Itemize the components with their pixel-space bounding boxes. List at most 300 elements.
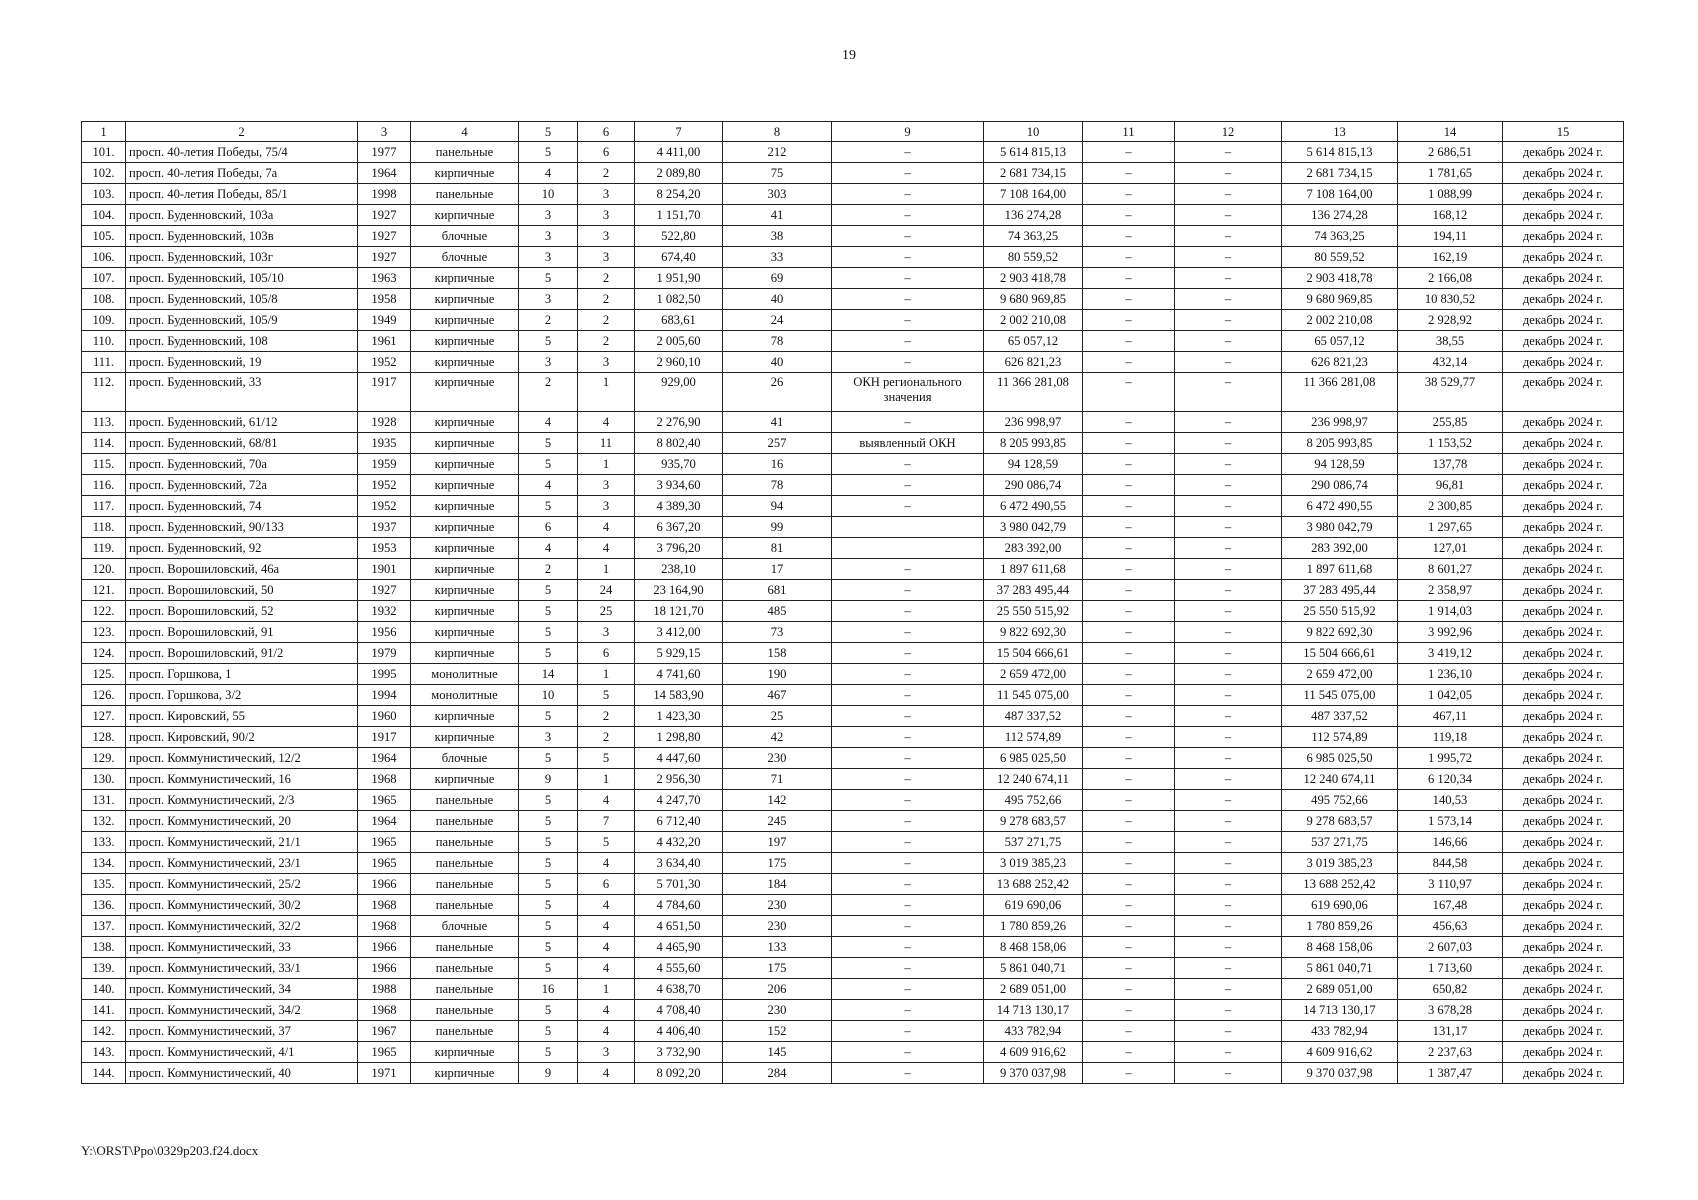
table-cell-col-13: 11 366 281,08 (1282, 373, 1398, 412)
table-cell-col-13: 9 680 969,85 (1282, 289, 1398, 310)
table-header-row (82, 122, 1624, 142)
table-cell-col-9: – (832, 769, 984, 790)
table-cell-col-10: 65 057,12 (984, 331, 1083, 352)
table-cell-col-2: просп. Коммунистический, 30/2 (126, 895, 358, 916)
table-row (82, 664, 1624, 685)
table-cell-col-13: 495 752,66 (1282, 790, 1398, 811)
table-cell-col-14: 2 300,85 (1398, 496, 1503, 517)
page-number: 19 (842, 48, 856, 63)
table-cell-col-12: – (1175, 832, 1282, 853)
table-cell-col-13: 25 550 515,92 (1282, 601, 1398, 622)
table-cell-col-14: 10 830,52 (1398, 289, 1503, 310)
table-cell-col-1: 130. (82, 769, 126, 790)
table-cell-col-4: панельные (411, 1000, 519, 1021)
table-cell-col-15: декабрь 2024 г. (1503, 706, 1624, 727)
table-cell-col-5: 3 (519, 352, 578, 373)
table-cell-col-9: – (832, 226, 984, 247)
table-cell-col-9: – (832, 1063, 984, 1084)
table-cell-col-2: просп. Коммунистический, 16 (126, 769, 358, 790)
table-cell-col-1: 133. (82, 832, 126, 853)
table-cell-col-15: декабрь 2024 г. (1503, 226, 1624, 247)
table-cell-col-4: кирпичные (411, 727, 519, 748)
table-cell-col-11: – (1083, 685, 1175, 706)
table-cell-col-11: – (1083, 163, 1175, 184)
table-cell-col-15: декабрь 2024 г. (1503, 454, 1624, 475)
table-cell-col-6: 5 (578, 748, 635, 769)
column-header-5: 5 (519, 122, 578, 142)
table-cell-col-1: 117. (82, 496, 126, 517)
table-cell-col-10: 94 128,59 (984, 454, 1083, 475)
table-cell-col-4: кирпичные (411, 373, 519, 412)
table-cell-col-13: 65 057,12 (1282, 331, 1398, 352)
table-cell-col-14: 456,63 (1398, 916, 1503, 937)
table-cell-col-15: декабрь 2024 г. (1503, 580, 1624, 601)
table-row (82, 1000, 1624, 1021)
table-cell-col-5: 16 (519, 979, 578, 1000)
table-cell-col-2: просп. Коммунистический, 2/3 (126, 790, 358, 811)
table-cell-col-10: 25 550 515,92 (984, 601, 1083, 622)
table-cell-col-14: 131,17 (1398, 1021, 1503, 1042)
table-cell-col-11: – (1083, 517, 1175, 538)
table-cell-col-3: 1965 (358, 832, 411, 853)
table-cell-col-15: декабрь 2024 г. (1503, 475, 1624, 496)
table-cell-col-14: 2 358,97 (1398, 580, 1503, 601)
table-cell-col-7: 2 276,90 (635, 412, 723, 433)
table-cell-col-4: кирпичные (411, 538, 519, 559)
table-cell-col-10: 487 337,52 (984, 706, 1083, 727)
table-cell-col-5: 5 (519, 643, 578, 664)
table-cell-col-1: 144. (82, 1063, 126, 1084)
table-cell-col-15: декабрь 2024 г. (1503, 937, 1624, 958)
table-cell-col-2: просп. Коммунистический, 33/1 (126, 958, 358, 979)
table-cell-col-14: 3 678,28 (1398, 1000, 1503, 1021)
table-row (82, 496, 1624, 517)
table-cell-col-8: 69 (723, 268, 832, 289)
table-cell-col-6: 3 (578, 1042, 635, 1063)
table-cell-col-13: 5 861 040,71 (1282, 958, 1398, 979)
table-cell-col-8: 230 (723, 748, 832, 769)
table-cell-col-13: 7 108 164,00 (1282, 184, 1398, 205)
table-cell-col-3: 1961 (358, 331, 411, 352)
table-cell-col-14: 119,18 (1398, 727, 1503, 748)
table-cell-col-2: просп. Кировский, 90/2 (126, 727, 358, 748)
table-cell-col-6: 1 (578, 373, 635, 412)
table-cell-col-15: декабрь 2024 г. (1503, 1042, 1624, 1063)
table-cell-col-1: 143. (82, 1042, 126, 1063)
table-cell-col-13: 2 659 472,00 (1282, 664, 1398, 685)
table-cell-col-15: декабрь 2024 г. (1503, 958, 1624, 979)
table-cell-col-12: – (1175, 412, 1282, 433)
table-cell-col-1: 102. (82, 163, 126, 184)
table-cell-col-10: 112 574,89 (984, 727, 1083, 748)
table-cell-col-3: 1966 (358, 958, 411, 979)
table-row (82, 979, 1624, 1000)
table-cell-col-12: – (1175, 331, 1282, 352)
table-cell-col-9: – (832, 205, 984, 226)
table-cell-col-7: 2 956,30 (635, 769, 723, 790)
table-cell-col-7: 5 701,30 (635, 874, 723, 895)
table-cell-col-2: просп. Буденновский, 92 (126, 538, 358, 559)
table-cell-col-5: 10 (519, 184, 578, 205)
table-cell-col-8: 41 (723, 412, 832, 433)
table-cell-col-8: 152 (723, 1021, 832, 1042)
table-cell-col-15: декабрь 2024 г. (1503, 496, 1624, 517)
table-cell-col-7: 4 555,60 (635, 958, 723, 979)
table-cell-col-9: – (832, 979, 984, 1000)
table-cell-col-9: – (832, 412, 984, 433)
table-cell-col-6: 2 (578, 727, 635, 748)
table-cell-col-7: 4 389,30 (635, 496, 723, 517)
table-cell-col-7: 2 960,10 (635, 352, 723, 373)
table-cell-col-7: 23 164,90 (635, 580, 723, 601)
table-cell-col-15: декабрь 2024 г. (1503, 517, 1624, 538)
table-cell-col-1: 123. (82, 622, 126, 643)
table-cell-col-12: – (1175, 685, 1282, 706)
table-cell-col-4: кирпичные (411, 580, 519, 601)
table-cell-col-2: просп. Буденновский, 105/8 (126, 289, 358, 310)
table-cell-col-5: 5 (519, 1000, 578, 1021)
table-cell-col-1: 125. (82, 664, 126, 685)
table-cell-col-13: 3 019 385,23 (1282, 853, 1398, 874)
table-cell-col-11: – (1083, 289, 1175, 310)
table-cell-col-13: 15 504 666,61 (1282, 643, 1398, 664)
column-header-8: 8 (723, 122, 832, 142)
table-cell-col-5: 5 (519, 580, 578, 601)
table-row (82, 790, 1624, 811)
table-cell-col-11: – (1083, 832, 1175, 853)
table-cell-col-2: просп. Коммунистический, 34/2 (126, 1000, 358, 1021)
table-cell-col-6: 2 (578, 310, 635, 331)
table-row (82, 310, 1624, 331)
table-cell-col-12: – (1175, 979, 1282, 1000)
table-cell-col-11: – (1083, 1021, 1175, 1042)
table-cell-col-13: 236 998,97 (1282, 412, 1398, 433)
table-cell-col-8: 16 (723, 454, 832, 475)
table-cell-col-1: 114. (82, 433, 126, 454)
table-cell-col-1: 108. (82, 289, 126, 310)
table-cell-col-3: 1966 (358, 937, 411, 958)
table-cell-col-13: 4 609 916,62 (1282, 1042, 1398, 1063)
table-cell-col-2: просп. Буденновский, 103в (126, 226, 358, 247)
table-cell-col-7: 4 784,60 (635, 895, 723, 916)
table-cell-col-6: 4 (578, 916, 635, 937)
table-cell-col-8: 81 (723, 538, 832, 559)
table-cell-col-8: 24 (723, 310, 832, 331)
table-cell-col-8: 78 (723, 331, 832, 352)
table-cell-col-4: панельные (411, 895, 519, 916)
table-cell-col-8: 303 (723, 184, 832, 205)
table-cell-col-4: панельные (411, 811, 519, 832)
table-cell-col-5: 5 (519, 916, 578, 937)
table-cell-col-6: 3 (578, 247, 635, 268)
table-cell-col-8: 133 (723, 937, 832, 958)
table-cell-col-12: – (1175, 1021, 1282, 1042)
table-cell-col-8: 99 (723, 517, 832, 538)
column-header-2: 2 (126, 122, 358, 142)
table-cell-col-9: – (832, 895, 984, 916)
table-cell-col-4: кирпичные (411, 268, 519, 289)
table-cell-col-14: 6 120,34 (1398, 769, 1503, 790)
table-cell-col-9 (832, 517, 984, 538)
table-cell-col-9: – (832, 643, 984, 664)
table-cell-col-2: просп. Кировский, 55 (126, 706, 358, 727)
table-cell-col-12: – (1175, 475, 1282, 496)
table-cell-col-3: 1994 (358, 685, 411, 706)
table-cell-col-4: панельные (411, 874, 519, 895)
table-cell-col-6: 4 (578, 895, 635, 916)
table-cell-col-3: 1937 (358, 517, 411, 538)
table-row (82, 373, 1624, 412)
table-cell-col-7: 2 005,60 (635, 331, 723, 352)
table-cell-col-3: 1960 (358, 706, 411, 727)
table-cell-col-3: 1956 (358, 622, 411, 643)
table-cell-col-14: 844,58 (1398, 853, 1503, 874)
table-row (82, 685, 1624, 706)
table-cell-col-4: монолитные (411, 685, 519, 706)
table-cell-col-9: – (832, 142, 984, 163)
table-cell-col-15: декабрь 2024 г. (1503, 685, 1624, 706)
table-cell-col-8: 197 (723, 832, 832, 853)
table-cell-col-11: – (1083, 601, 1175, 622)
table-cell-col-11: – (1083, 895, 1175, 916)
table-cell-col-1: 119. (82, 538, 126, 559)
table-cell-col-14: 1 573,14 (1398, 811, 1503, 832)
table-cell-col-6: 4 (578, 538, 635, 559)
table-row (82, 643, 1624, 664)
table-cell-col-11: – (1083, 748, 1175, 769)
table-cell-col-9: – (832, 559, 984, 580)
table-cell-col-10: 2 002 210,08 (984, 310, 1083, 331)
table-row (82, 958, 1624, 979)
table-cell-col-10: 37 283 495,44 (984, 580, 1083, 601)
table-row (82, 622, 1624, 643)
table-cell-col-10: 4 609 916,62 (984, 1042, 1083, 1063)
table-cell-col-11: – (1083, 433, 1175, 454)
table-cell-col-9: – (832, 310, 984, 331)
table-cell-col-4: кирпичные (411, 1042, 519, 1063)
table-cell-col-7: 4 432,20 (635, 832, 723, 853)
table-cell-col-14: 1 042,05 (1398, 685, 1503, 706)
table-cell-col-4: кирпичные (411, 454, 519, 475)
table-cell-col-15: декабрь 2024 г. (1503, 748, 1624, 769)
table-cell-col-9: ОКН регионального значения (832, 373, 984, 412)
table-cell-col-13: 8 205 993,85 (1282, 433, 1398, 454)
table-row (82, 748, 1624, 769)
table-cell-col-5: 4 (519, 475, 578, 496)
table-cell-col-1: 113. (82, 412, 126, 433)
table-cell-col-15: декабрь 2024 г. (1503, 289, 1624, 310)
table-cell-col-13: 487 337,52 (1282, 706, 1398, 727)
table-cell-col-1: 132. (82, 811, 126, 832)
table-cell-col-11: – (1083, 268, 1175, 289)
table-cell-col-15: декабрь 2024 г. (1503, 163, 1624, 184)
table-cell-col-15: декабрь 2024 г. (1503, 310, 1624, 331)
table-cell-col-5: 3 (519, 226, 578, 247)
table-cell-col-7: 4 406,40 (635, 1021, 723, 1042)
table-cell-col-6: 3 (578, 205, 635, 226)
table-cell-col-3: 1928 (358, 412, 411, 433)
table-cell-col-4: кирпичные (411, 706, 519, 727)
table-cell-col-11: – (1083, 727, 1175, 748)
table-cell-col-12: – (1175, 790, 1282, 811)
table-cell-col-12: – (1175, 748, 1282, 769)
table-cell-col-12: – (1175, 142, 1282, 163)
table-cell-col-15: декабрь 2024 г. (1503, 559, 1624, 580)
table-cell-col-11: – (1083, 1000, 1175, 1021)
table-cell-col-1: 141. (82, 1000, 126, 1021)
table-cell-col-4: кирпичные (411, 496, 519, 517)
table-cell-col-14: 1 781,65 (1398, 163, 1503, 184)
table-row (82, 331, 1624, 352)
column-header-11: 11 (1083, 122, 1175, 142)
table-cell-col-1: 137. (82, 916, 126, 937)
table-cell-col-3: 1935 (358, 433, 411, 454)
table-cell-col-14: 432,14 (1398, 352, 1503, 373)
table-cell-col-1: 106. (82, 247, 126, 268)
table-cell-col-11: – (1083, 454, 1175, 475)
table-cell-col-8: 73 (723, 622, 832, 643)
table-cell-col-7: 929,00 (635, 373, 723, 412)
table-cell-col-10: 136 274,28 (984, 205, 1083, 226)
table-cell-col-13: 11 545 075,00 (1282, 685, 1398, 706)
table-cell-col-15: декабрь 2024 г. (1503, 601, 1624, 622)
table-row (82, 268, 1624, 289)
table-cell-col-7: 674,40 (635, 247, 723, 268)
table-cell-col-9: – (832, 748, 984, 769)
table-cell-col-7: 1 423,30 (635, 706, 723, 727)
table-cell-col-4: панельные (411, 853, 519, 874)
footer-file-path: Y:\ORST\Ppo\0329p203.f24.docx (81, 1143, 259, 1158)
table-cell-col-1: 112. (82, 373, 126, 412)
table-cell-col-10: 626 821,23 (984, 352, 1083, 373)
table-cell-col-6: 5 (578, 832, 635, 853)
table-cell-col-9 (832, 538, 984, 559)
table-cell-col-13: 37 283 495,44 (1282, 580, 1398, 601)
table-cell-col-5: 3 (519, 247, 578, 268)
table-cell-col-5: 6 (519, 517, 578, 538)
table-cell-col-3: 1927 (358, 580, 411, 601)
table-cell-col-5: 3 (519, 205, 578, 226)
table-cell-col-14: 168,12 (1398, 205, 1503, 226)
table-cell-col-10: 9 278 683,57 (984, 811, 1083, 832)
table-cell-col-5: 5 (519, 1021, 578, 1042)
table-cell-col-3: 1927 (358, 226, 411, 247)
table-cell-col-6: 4 (578, 1021, 635, 1042)
table-cell-col-4: панельные (411, 1021, 519, 1042)
table-cell-col-3: 1965 (358, 1042, 411, 1063)
table-cell-col-9: – (832, 247, 984, 268)
table-cell-col-1: 105. (82, 226, 126, 247)
table-cell-col-1: 109. (82, 310, 126, 331)
table-cell-col-10: 9 370 037,98 (984, 1063, 1083, 1084)
table-row (82, 412, 1624, 433)
table-cell-col-5: 3 (519, 727, 578, 748)
table-row (82, 205, 1624, 226)
table-cell-col-8: 26 (723, 373, 832, 412)
table-cell-col-9: – (832, 916, 984, 937)
table-row (82, 1042, 1624, 1063)
table-row (82, 1021, 1624, 1042)
table-cell-col-14: 3 992,96 (1398, 622, 1503, 643)
table-cell-col-5: 10 (519, 685, 578, 706)
table-cell-col-7: 6 367,20 (635, 517, 723, 538)
table-cell-col-7: 4 447,60 (635, 748, 723, 769)
table-cell-col-14: 1 713,60 (1398, 958, 1503, 979)
table-cell-col-1: 139. (82, 958, 126, 979)
table-cell-col-2: просп. Ворошиловский, 50 (126, 580, 358, 601)
table-cell-col-10: 12 240 674,11 (984, 769, 1083, 790)
table-cell-col-4: кирпичные (411, 412, 519, 433)
table-cell-col-5: 2 (519, 373, 578, 412)
table-cell-col-12: – (1175, 184, 1282, 205)
table-cell-col-1: 140. (82, 979, 126, 1000)
table-cell-col-6: 2 (578, 289, 635, 310)
table-cell-col-1: 111. (82, 352, 126, 373)
table-cell-col-5: 5 (519, 433, 578, 454)
table-cell-col-11: – (1083, 916, 1175, 937)
table-cell-col-10: 537 271,75 (984, 832, 1083, 853)
table-cell-col-11: – (1083, 769, 1175, 790)
table-cell-col-7: 14 583,90 (635, 685, 723, 706)
table-cell-col-12: – (1175, 205, 1282, 226)
table-cell-col-10: 9 822 692,30 (984, 622, 1083, 643)
table-cell-col-5: 5 (519, 874, 578, 895)
table-row (82, 580, 1624, 601)
table-cell-col-12: – (1175, 727, 1282, 748)
table-cell-col-3: 1988 (358, 979, 411, 1000)
table-cell-col-13: 626 821,23 (1282, 352, 1398, 373)
table-cell-col-4: кирпичные (411, 331, 519, 352)
table-cell-col-12: – (1175, 1000, 1282, 1021)
table-cell-col-6: 3 (578, 184, 635, 205)
table-cell-col-5: 5 (519, 268, 578, 289)
table-cell-col-5: 5 (519, 142, 578, 163)
table-cell-col-4: панельные (411, 937, 519, 958)
table-cell-col-7: 238,10 (635, 559, 723, 580)
table-cell-col-8: 42 (723, 727, 832, 748)
table-cell-col-2: просп. Буденновский, 72а (126, 475, 358, 496)
table-cell-col-3: 1917 (358, 373, 411, 412)
column-header-14: 14 (1398, 122, 1503, 142)
table-cell-col-13: 2 681 734,15 (1282, 163, 1398, 184)
table-cell-col-11: – (1083, 496, 1175, 517)
table-cell-col-5: 5 (519, 706, 578, 727)
table-cell-col-1: 107. (82, 268, 126, 289)
table-row (82, 832, 1624, 853)
table-cell-col-3: 1968 (358, 895, 411, 916)
table-cell-col-2: просп. Ворошиловский, 91 (126, 622, 358, 643)
table-row (82, 811, 1624, 832)
table-row (82, 601, 1624, 622)
table-cell-col-13: 5 614 815,13 (1282, 142, 1398, 163)
table-cell-col-10: 619 690,06 (984, 895, 1083, 916)
table-cell-col-12: – (1175, 769, 1282, 790)
table-cell-col-6: 1 (578, 769, 635, 790)
table-cell-col-11: – (1083, 664, 1175, 685)
table-cell-col-10: 14 713 130,17 (984, 1000, 1083, 1021)
table-cell-col-7: 1 151,70 (635, 205, 723, 226)
table-cell-col-13: 2 903 418,78 (1282, 268, 1398, 289)
table-cell-col-3: 1917 (358, 727, 411, 748)
table-cell-col-11: – (1083, 580, 1175, 601)
column-header-7: 7 (635, 122, 723, 142)
table-row (82, 184, 1624, 205)
table-cell-col-10: 1 897 611,68 (984, 559, 1083, 580)
table-cell-col-9: – (832, 1021, 984, 1042)
table-cell-col-3: 1959 (358, 454, 411, 475)
table-cell-col-9: – (832, 268, 984, 289)
table-row (82, 142, 1624, 163)
